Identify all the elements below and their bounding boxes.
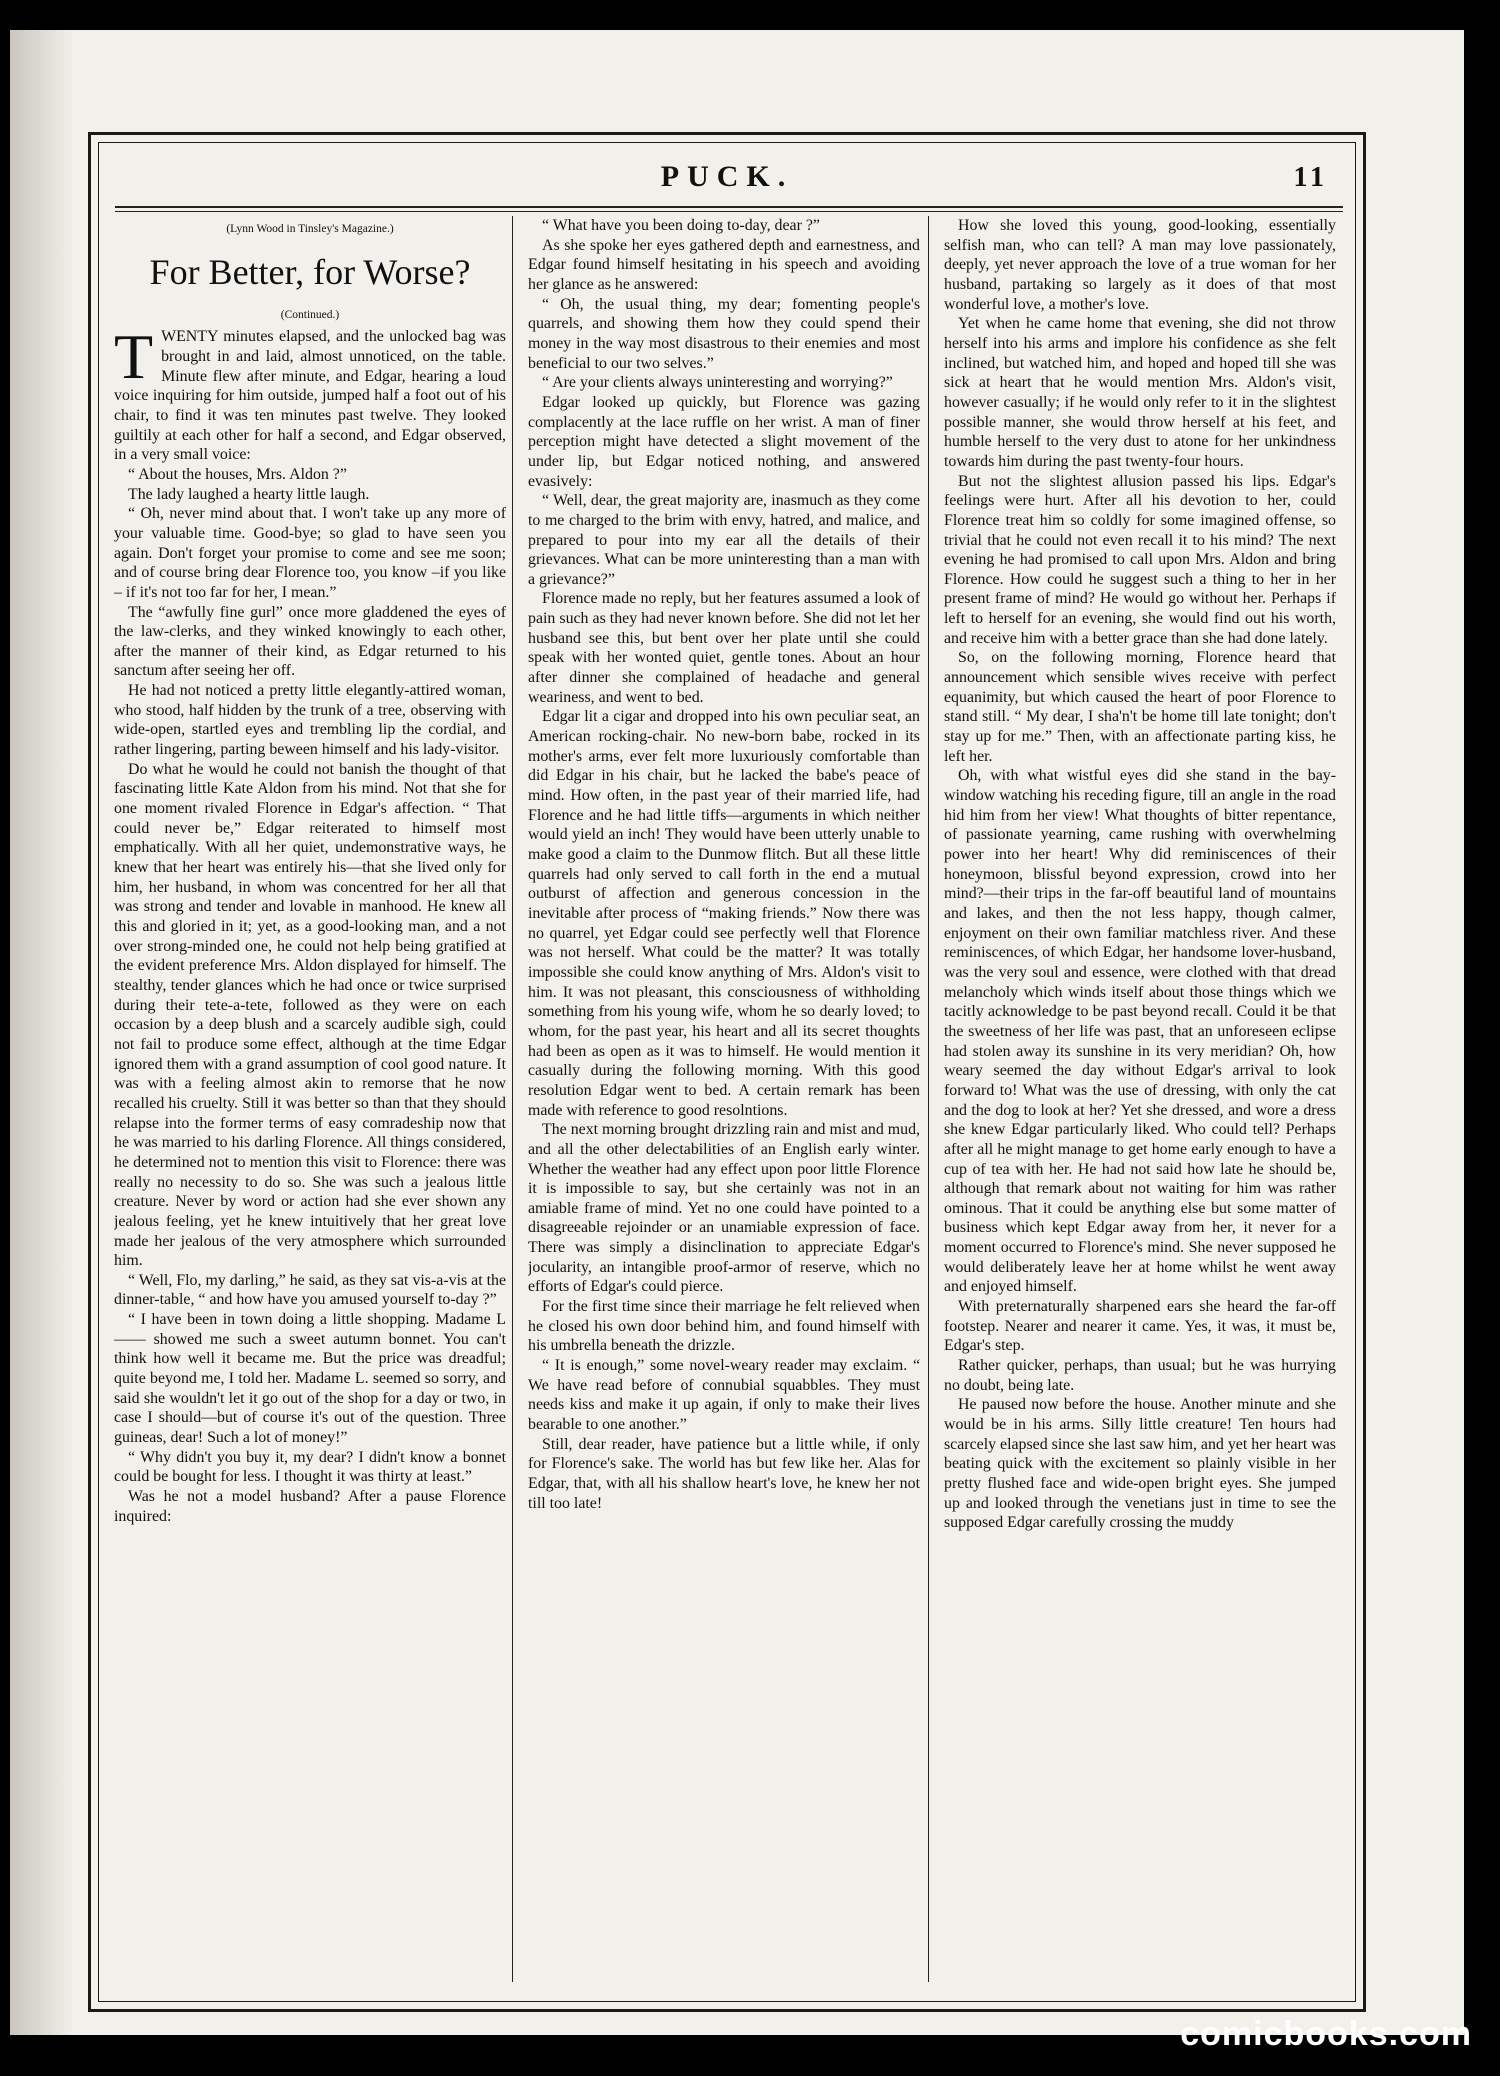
article-paragraph: Do what he would he could not banish the thought of that fascinating little Kate Aldon from his mind. Not that she for one moment rivaled Florence in Edgar's affection. “ That could never be,” Edgar reiterated to himself most emphatically. With all her quiet, undemonstrative ways, he knew that her heart was entirely his—that she lived only for him, her husband, in whom was concentred for her all that was strong and tender and lovable in manhood. He knew all this and gloried in it; yet, as a good-looking man, and a not over strong-minded one, he could not help being gratified at the evident preference Mrs. Aldon displayed for himself. The stealthy, tender glances which he had once or twice surprised during their tete-a-tete, followed as they were on each occasion by a deep blush and a scarcely audible sigh, could not fail to produce some effect, although at the time Edgar ignored them with a grand assumption of cool good nature. It was with a feeling almost akin to remorse that he now recalled his cruelty. Still it was better so than that they should relapse into the former terms of easy comradeship now that he was married to his darling Florence. All things considered, he determined not to mention this visit to Florence: there was really no necessity to do so. She was such a jealous little creature. Never by word or action had she ever shown any jealous feeling, yet he knew intuitively that her great love made her jealous of the very atmosphere which surrounded him. [114,760,506,1270]
article-paragraph: With preternaturally sharpened ears she heard the far-off footstep. Nearer and nearer it came. Yes, it was, it must be, Edgar's step. [944,1298,1336,1355]
drop-cap: T [114,321,154,393]
article-paragraph: “ Why didn't you buy it, my dear? I didn't know a bonnet could be bought for less. I thought it was thirty at least.” [114,1448,506,1486]
article-paragraph: The lady laughed a hearty little laugh. [128,485,370,503]
article-column-1 [114,216,506,1986]
masthead: PUCK. [660,160,794,193]
article-paragraph: Florence made no reply, but her features assumed a look of pain such as they had never known before. She did not let her husband see this, but bent over her plate until she could speak with her wonted quiet, gentle tones. About an hour after dinner she complained of headache and general weariness, and went to bed. [528,590,920,706]
article-column-2 [528,216,920,1986]
binding-gutter [10,30,74,2035]
article-paragraph: The “awfully fine gurl” once more gladdened the eyes of the law-clerks, and they winked knowingly to each other, after the manner of their kind, as Edgar returned to his sanctum after seeing her off. [114,603,506,680]
article-paragraph: How she loved this young, good-looking, essentially selfish man, who can tell? A man may love passionately, deeply, yet never approach the love of a true woman for her husband, partaking so largely as it does of that most wonderful love, a mother's love. [944,217,1336,313]
watermark: comicbooks.com [1180,2015,1472,2053]
article-title: For Better, for Worse? [149,251,471,292]
article-paragraph: “ I have been in town doing a little shopping. Madame L—— showed me such a sweet autumn bonnet. You can't think how well it became me. But the price was dreadful; quite beyond me, I told her. Madame L. seemed so sorry, and said she wouldn't let it go out of the shop for a day or two, in case I should—but of course it's out of the question. Three guineas, dear! Such a lot of money!” [114,1311,506,1447]
article-paragraph: Edgar looked up quickly, but Florence was gazing complacently at the lace ruffle on her wrist. A man of finer perception might have detected a slight movement of the under lip, but Edgar noticed nothing, and answered evasively: [528,393,920,490]
article-paragraph: “ Well, Flo, my darling,” he said, as they sat vis-a-vis at the dinner-table, “ and how have you amused yourself to-day ?” [114,1271,506,1309]
article-paragraph: He paused now before the house. Another minute and she would be in his arms. Silly little creature! Ten hours had scarcely elapsed since she last saw him, and yet her heart was beating quick with the excitement so plainly visible in her pretty flushed face and wide-open bright eyes. She jumped up and looked through the venetians just in time to see the supposed Edgar carefully crossing the muddy [944,1396,1336,1532]
column-divider-2 [928,216,929,1982]
article-paragraph: For the first time since their marriage he felt relieved when he closed his own door behind him, and found himself with his umbrella beneath the drizzle. [528,1298,920,1355]
column-divider-1 [512,216,513,1982]
article-paragraph: Edgar lit a cigar and dropped into his own peculiar seat, an American rocking-chair. No new-born babe, rocked in its mother's arms, ever felt more luxuriously comfortable than did Edgar in his chair, but he lacked the babe's peace of mind. How often, in the past year of their married life, had Florence and he had little tiffs—arguments in which neither would yield an inch! They would have been utterly unable to make good a claim to the Dunmow flitch. But all these little quarrels had only served to call forth in the end a mutual outburst of affection and generous concession in the inevitable after process of “making friends.” Now there was no quarrel, yet Edgar could see perfectly well that Florence was not herself. What could be the matter? It was totally impossible she could know anything of Mrs. Aldon's visit to him. It was not pleasant, this consciousness of withholding something from his young wife, whom he so dearly loved; to whom, for the past year, his heart and all its secret thoughts had been as open as it was to himself. He would mention it casually during the following morning. With this good resolution Edgar went to bed. A certain remark has been made with reference to good resolntions. [528,708,920,1119]
article-paragraph: Still, dear reader, have patience but a little while, if only for Florence's sake. The world has but few like her. Alas for Edgar, that, with all his shallow heart's love, he knew her not till too late! [528,1435,920,1512]
article-paragraph: As she spoke her eyes gathered depth and earnestness, and Edgar found himself hesitating in his speech and avoiding her glance as he answered: [528,236,920,293]
article-column-3 [944,216,1336,1986]
article-credit: (Lynn Wood in Tinsley's Magazine.) [226,223,394,235]
article-paragraph: So, on the following morning, Florence heard that announcement which sensible wives receive with perfect equanimity, but which caused the heart of poor Florence to stand still. “ My dear, I sha'n't be home till late tonight; don't stay up for me.” Then, with an affectionate parting kiss, he left her. [944,649,1336,765]
article-paragraph: “ What have you been doing to-day, dear ?” [542,217,820,234]
article-paragraph: The next morning brought drizzling rain and mist and mud, and all the other delectabilities of an English early winter. Whether the weather had any effect upon poor little Florence it is impossible to say, but she certainly was not in an amiable frame of mind. Yet no one could have pointed to a disagreeable rejoinder or an unamiable expression of face. There was simply a disinclination to appreciate Edgar's jocularity, an intangible proof-armor of reserve, which no efforts of Edgar's could pierce. [528,1121,920,1296]
article-paragraph: “ Oh, the usual thing, my dear; fomenting people's quarrels, and showing them how they could spend their money in the way most disastrous to their enemies and most beneficial to our two selves.” [528,295,920,372]
article-paragraph: Was he not a model husband? After a pause Florence inquired: [114,1488,506,1525]
article-paragraph: WENTY minutes elapsed, and the unlocked bag was brought in and laid, almost unnoticed, on the table. Minute flew after minute, and Edgar, hearing a loud voice inquiring for him outside, jumped half a foot out of his chair, to find it was ten minutes past twelve. They looked guiltily at each other for half a second, and Edgar observed, in a very small voice: [114,328,506,464]
article-paragraph: “ Are your clients always uninteresting and worrying?” [542,374,893,392]
page-number: 11 [1293,162,1328,193]
article-paragraph: But not the slightest allusion passed his lips. Edgar's feelings were hurt. After all his devotion to her, could Florence treat him so coldly for some imagined offense, so trivial that he could not even recall it to his mind? The next evening he had promised to call upon Mrs. Aldon and bring Florence. How could he suggest such a thing to her in her present frame of mind? He would go without her. Perhaps if left to herself for an evening, she would find out his worth, and receive him with a better grace than she had done lately. [944,472,1336,647]
article-paragraph: Yet when he came home that evening, she did not throw herself into his arms and implore his confidence as she felt inclined, but watched him, and hoped and hoped till she was sick at heart that he would mention Mrs. Aldon's visit, however casually; if he would only refer to it in the slightest possible manner, she would throw herself at his feet, and humble herself to the very dust to atone for her unkindness towards him during the past twenty-four hours. [944,315,1336,470]
article-paragraph: “ It is enough,” some novel-weary reader may exclaim. “ We have read before of connubial squabbles. They must needs kiss and make it up again, if only to make their lives bearable to one another.” [528,1357,920,1434]
header-rule [115,206,1343,212]
continued-note: (Continued.) [280,308,340,321]
article-paragraph: Oh, with what wistful eyes did she stand in the bay-window watching his receding figure, till an angle in the road hid him from her view! What thoughts of bitter repentance, of passionate yearning, came rushing with overwhelming power into her heart! Why did reminiscences of their honeymoon, blissful beyond expression, crowd into her mind?—their trips in the far-off beautiful land of mountains and lakes, and then the not less happy, though calmer, enjoyment on their own familiar matchless river. And these reminiscences, of which Edgar, her handsome lover-husband, was the very soul and essence, were clothed with that dread melancholy which winds itself about those things which we tacitly acknowledge to be past beyond recall. Could it be that the sweetness of her life was past, that an unforeseen eclipse had stolen away its sunshine in its very meridian? Oh, how weary seemed the day without Edgar's arrival to look forward to! What was the use of dressing, with only the cat and the dog to look at her? Yet she dressed, and wore a dress she knew Edgar particularly liked. Who could tell? Perhaps after all he might manage to get home early enough to have a cup of tea with her. He had not said how late he should be, although that remark about not waiting for him was rather ominous. That it could be anything else but some matter of business which kept Edgar away from her, it never for a moment occurred to Florence's mind. She never supposed he would deliberately leave her at home whilst he went away and enjoyed himself. [944,767,1336,1296]
article-paragraph: Rather quicker, perhaps, than usual; but he was hurrying no doubt, being late. [944,1357,1336,1394]
article-paragraph: “ Well, dear, the great majority are, inasmuch as they come to me charged to the brim with envy, hatred, and malice, and prepared to pour into my ear all the details of their grievances. What can be more uninteresting than a man with a grievance?” [528,492,920,588]
article-paragraph: “ About the houses, Mrs. Aldon ?” [128,465,347,483]
article-paragraph: He had not noticed a pretty little elegantly-attired woman, who stood, half hidden by the trunk of a tree, observing with wide-open, startled eyes and trembling lip the cordial, and rather lingering, parting beween himself and his lady-visitor. [114,682,506,759]
article-paragraph: “ Oh, never mind about that. I won't take up any more of your valuable time. Good-bye; so glad to have seen you again. Don't forget your promise to come and see me soon; and of course bring dear Florence too, you know –if you like – if it's not too far for her, I mean.” [114,505,506,601]
